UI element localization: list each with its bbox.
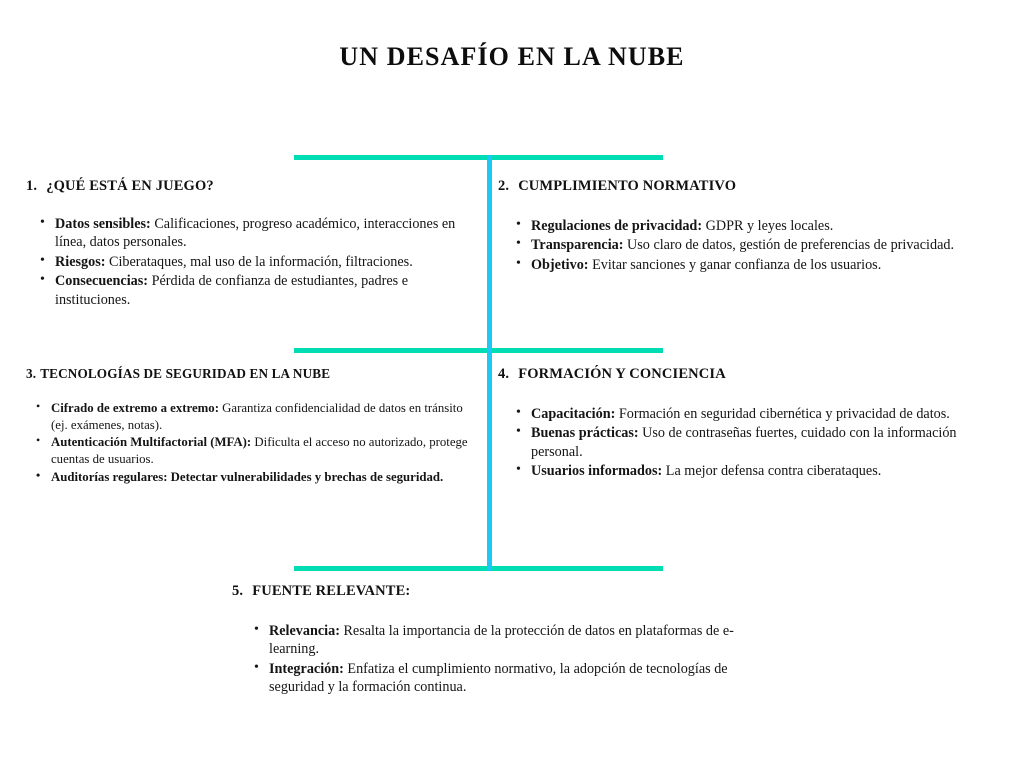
bullet-rest: Formación en seguridad cibernética y privacidad de datos. xyxy=(615,406,950,422)
divider-vertical-center xyxy=(487,155,492,571)
list-item xyxy=(516,424,998,461)
section-2-number: 2. xyxy=(498,178,510,194)
bullet-lead: Relevancia: xyxy=(269,623,340,639)
list-item xyxy=(40,215,476,252)
list-item xyxy=(36,434,478,467)
section-1-heading xyxy=(26,178,476,195)
page-title: UN DESAFÍO EN LA NUBE xyxy=(339,42,685,71)
section-5-bullet-list xyxy=(232,622,752,697)
list-item xyxy=(254,622,752,659)
list-item xyxy=(516,462,998,480)
list-item xyxy=(36,469,478,486)
section-5-title: FUENTE RELEVANTE: xyxy=(252,583,411,599)
section-training-and-awareness xyxy=(498,366,998,482)
bullet-lead: Datos sensibles: xyxy=(55,216,151,232)
section-1-title: ¿QUÉ ESTÁ EN JUEGO? xyxy=(46,178,214,194)
section-2-heading xyxy=(498,178,998,195)
bullet-lead: Auditorías regulares: xyxy=(51,469,168,484)
section-1-number: 1. xyxy=(26,178,38,194)
section-what-is-at-stake xyxy=(26,178,476,310)
section-3-heading xyxy=(26,366,478,382)
bullet-lead: Cifrado de extremo a extremo: xyxy=(51,401,219,415)
section-3-number: 3. xyxy=(26,366,37,381)
section-5-number: 5. xyxy=(232,583,244,599)
section-4-bullet-list xyxy=(498,405,998,481)
bullet-lead: Integración: xyxy=(269,660,344,677)
bullet-lead: Regulaciones de privacidad: xyxy=(531,218,703,234)
bullet-lead: Riesgos: xyxy=(55,253,106,270)
list-item xyxy=(516,405,998,423)
divider-horizontal-bottom xyxy=(294,566,663,571)
section-relevant-source xyxy=(232,583,752,698)
list-item xyxy=(516,236,998,254)
list-item xyxy=(36,400,478,433)
section-2-title: CUMPLIMIENTO NORMATIVO xyxy=(518,178,737,194)
section-3-title: TECNOLOGÍAS DE SEGURIDAD EN LA NUBE xyxy=(40,366,331,381)
divider-horizontal-top xyxy=(294,155,663,160)
bullet-rest: Enfatiza el cumplimiento normativo, la adopción de tecnologías de seguridad y la formación continua. xyxy=(269,660,728,696)
bullet-rest: Pérdida de confianza de estudiantes, padres e instituciones. xyxy=(55,273,409,308)
bullet-rest: Calificaciones, progreso académico, interacciones en línea, datos personales. xyxy=(55,216,456,251)
section-regulatory-compliance xyxy=(498,178,998,275)
bullet-lead: Objetivo: xyxy=(531,256,589,273)
section-2-bullet-list xyxy=(498,217,998,274)
list-item xyxy=(40,272,476,309)
bullet-rest: Detectar vulnerabilidades y brechas de seguridad. xyxy=(167,469,444,484)
divider-horizontal-middle xyxy=(294,348,663,353)
list-item xyxy=(40,253,476,271)
bullet-lead: Transparencia: xyxy=(531,237,624,254)
bullet-lead: Autenticación Multifactorial (MFA): xyxy=(51,435,252,450)
section-1-bullet-list xyxy=(26,215,476,309)
list-item xyxy=(516,217,998,235)
bullet-rest: Uso de contraseñas fuertes, cuidado con la información personal. xyxy=(531,425,957,460)
section-cloud-security-technologies xyxy=(26,366,478,486)
bullet-rest: Dificulta el acceso no autorizado, protege cuentas de usuarios. xyxy=(51,435,468,466)
list-item xyxy=(516,256,998,274)
bullet-lead: Consecuencias: xyxy=(55,273,149,290)
section-3-bullet-list xyxy=(26,400,478,485)
bullet-rest: Garantiza confidencialidad de datos en tránsito (ej. exámenes, notas). xyxy=(51,401,463,432)
bullet-lead: Usuarios informados: xyxy=(531,463,663,480)
bullet-rest: Resalta la importancia de la protección de datos en plataformas de e-learning. xyxy=(269,623,734,658)
section-5-heading xyxy=(232,583,752,600)
bullet-rest: Ciberataques, mal uso de la información, filtraciones. xyxy=(105,253,413,270)
bullet-rest: Evitar sanciones y ganar confianza de los usuarios. xyxy=(588,256,882,273)
bullet-lead: Buenas prácticas: xyxy=(531,425,639,442)
bullet-rest: La mejor defensa contra ciberataques. xyxy=(662,463,882,480)
section-4-heading xyxy=(498,366,998,383)
section-4-title: FORMACIÓN Y CONCIENCIA xyxy=(518,366,726,382)
section-4-number: 4. xyxy=(498,366,510,382)
bullet-rest: GDPR y leyes locales. xyxy=(702,218,834,234)
bullet-rest: Uso claro de datos, gestión de preferencias de privacidad. xyxy=(623,237,955,254)
bullet-lead: Capacitación: xyxy=(531,406,616,422)
list-item xyxy=(254,660,752,697)
